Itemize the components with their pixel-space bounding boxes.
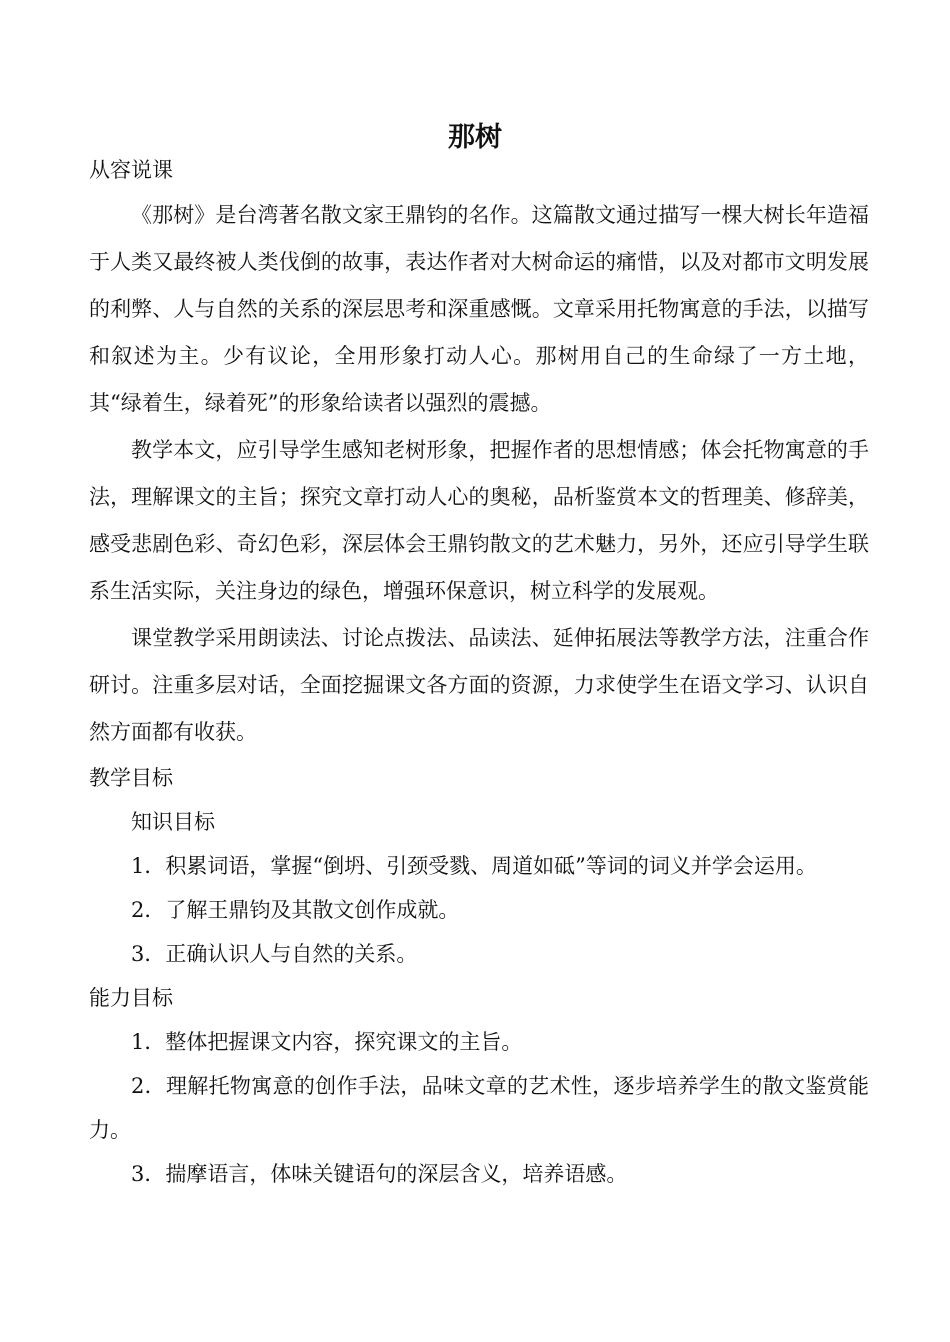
subheading-knowledge: 知识目标 [131, 810, 215, 834]
ability-item-2: 2．理解托物寓意的创作手法，品味文章的艺术性，逐步培养学生的散文鉴赏能力。 [89, 1074, 869, 1142]
paragraph-methods: 课堂教学采用朗读法、讨论点拨法、品读法、延伸拓展法等教学方法，注重合作研讨。注重多层对话，全面挖掘课文各方面的资源，力求使学生在语文学习、认识自然方面都有收获。 [89, 626, 869, 744]
section-heading-ability: 能力目标 [89, 986, 173, 1010]
knowledge-item-3: 3．正确认识人与自然的关系。 [131, 942, 418, 966]
ability-item-1: 1．整体把握课文内容，探究课文的主旨。 [131, 1030, 523, 1054]
section-heading-objectives: 教学目标 [89, 766, 173, 790]
ability-item-3: 3．揣摩语言，体味关键语句的深层含义，培养语感。 [131, 1162, 628, 1186]
knowledge-item-1: 1．积累词语，掌握“倒坍、引颈受戮、周道如砥”等词的词义并学会运用。 [131, 854, 817, 878]
knowledge-item-2: 2．了解王鼎钧及其散文创作成就。 [131, 898, 460, 922]
document-body [89, 148, 869, 1196]
paragraph-teaching: 教学本文，应引导学生感知老树形象，把握作者的思想情感；体会托物寓意的手法，理解课文的主旨；探究文章打动人心的奥秘，品析鉴赏本文的哲理美、修辞美，感受悲剧色彩、奇幻色彩，深层体会王鼎钧散文的艺术魅力，另外，还应引导学生联系生活实际，关注身边的绿色，增强环保意识，树立科学的发展观。 [89, 438, 869, 603]
section-heading-lecture: 从容说课 [89, 158, 173, 182]
paragraph-intro: 《那树》是台湾著名散文家王鼎钧的名作。这篇散文通过描写一棵大树长年造福于人类又最终被人类伐倒的故事，表达作者对大树命运的痛惜，以及对都市文明发展的利弊、人与自然的关系的深层思考和深重感慨。文章采用托物寓意的手法，以描写和叙述为主。少有议论，全用形象打动人心。那树用自己的生命绿了一方土地，其“绿着生，绿着死”的形象给读者以强烈的震撼。 [89, 203, 869, 415]
page-title: 那树 [448, 122, 502, 153]
